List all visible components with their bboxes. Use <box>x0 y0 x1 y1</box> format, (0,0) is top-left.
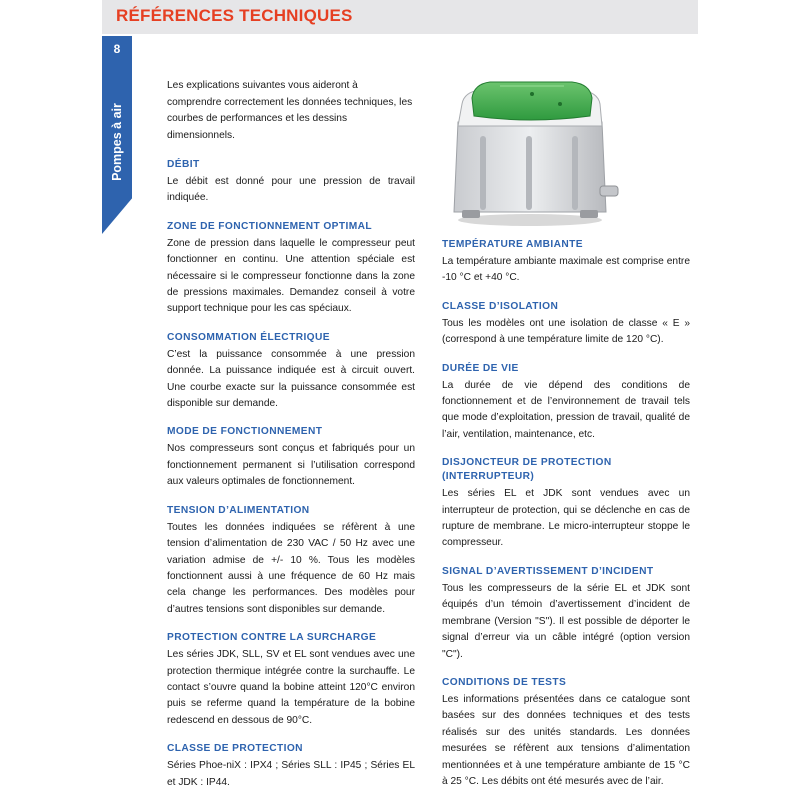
right-column <box>442 238 690 800</box>
section-isolation <box>442 300 690 349</box>
section-title: MODE DE FONCTIONNEMENT <box>167 426 323 438</box>
section-disjoncteur <box>442 456 690 552</box>
section-duree-vie <box>442 362 690 444</box>
section-temperature <box>442 238 690 287</box>
section-title: DÉBIT <box>167 159 200 170</box>
section-title: CLASSE DE PROTECTION <box>167 743 303 755</box>
section-body: Les informations présentées dans ce catalogue sont basées sur des données techniques et des tests réalisés sur des unités standards. Les données mesurées se réfèrent aux tensions d’alimentation mentionnées et à une température ambiante de 15 °C à 25 °C. Les débits ont été mesurés avec de l’air. <box>442 693 690 787</box>
section-title: CONSOMMATION ÉLECTRIQUE <box>167 331 330 343</box>
section-mode <box>167 425 415 490</box>
section-tension <box>167 504 415 618</box>
page-title: RÉFÉRENCES TECHNIQUES <box>116 6 353 25</box>
section-title: CONDITIONS DE TESTS <box>442 676 567 688</box>
left-column <box>167 78 415 800</box>
section-body: Nos compresseurs sont conçus et fabriqués pour un fonctionnement permanent si l’utilisation correspond aux valeurs optimales de fonctionnement. <box>167 443 415 488</box>
section-title: SIGNAL D’AVERTISSEMENT D’INCIDENT <box>442 565 654 577</box>
section-body: La température ambiante maximale est comprise entre -10 °C et +40 °C. <box>442 256 690 284</box>
section-conditions-tests <box>442 676 690 790</box>
section-body: Toutes les données indiquées se réfèrent à une tension d’alimentation de 230 VAC / 50 Hz avec une variation admise de +/- 10 %. Tous les modèles fonctionnent aussi à une fréquence de 60 Hz mais cela change les performances. Des modèles pour d’autres tensions sont disponibles sur demande. <box>167 521 415 615</box>
section-title: TENSION D’ALIMENTATION <box>167 504 310 516</box>
section-title: PROTECTION CONTRE LA SURCHARGE <box>167 632 377 644</box>
section-body: Tous les modèles ont une isolation de classe « E » (correspond à une température limite de 120 °C). <box>442 317 690 346</box>
side-tab-label: Pompes à air <box>110 103 124 181</box>
section-surcharge <box>167 631 415 729</box>
section-body: La durée de vie dépend des conditions de fonctionnement et de l’environnement de travail tels que mode d’exploitation, pression de travail, qualité de l’air, ventilation, maintenance, etc. <box>442 379 690 440</box>
section-classe-protection <box>167 742 415 791</box>
section-body: Zone de pression dans laquelle le compresseur peut fonctionner en continu. Une attention spéciale est nécessaire si le compresseur fonctionne dans la zone de pressions maximales. Demandez conseil à votre support technique pour les cas spéciaux. <box>167 237 415 315</box>
section-title: DURÉE DE VIE <box>442 362 519 374</box>
section-consommation <box>167 331 415 413</box>
section-debit <box>167 158 415 207</box>
air-pump-image <box>440 74 620 228</box>
section-title: CLASSE D’ISOLATION <box>442 300 559 312</box>
section-body: Séries Phoe-niX : IPX4 ; Séries SLL : IP45 ; Séries EL et JDK : IP44. <box>167 760 415 788</box>
section-zone-fonctionnement <box>167 220 415 318</box>
section-body: Les séries EL et JDK sont vendues avec un interrupteur de protection, qui se déclenche en cas de rupture de membrane. Le micro-interrupteur stoppe le compresseur. <box>442 488 690 549</box>
page-number: 8 <box>113 42 121 56</box>
section-body: Le débit est donné pour une pression de travail indiquée. <box>167 176 415 204</box>
section-body: Tous les compresseurs de la série EL et JDK sont équipés d’un témoin d’avertissement d’incident de membrane (Version "S"). Il est possible de déporter le signal d’erreur via un câble intégré (option version "C"). <box>442 582 690 660</box>
section-body: Les séries JDK, SLL, SV et EL sont vendues avec une protection thermique intégrée contre la surchauffe. Le contact s’ouvre quand la bobine atteint 120°C environ puis se referme quand la température de la bobine redescend en dessous de 90°C. <box>167 649 415 726</box>
section-title: DISJONCTEUR DE PROTECTION (INTERRUPTEUR) <box>442 457 612 483</box>
section-title: TEMPÉRATURE AMBIANTE <box>442 239 583 250</box>
intro-text: Les explications suivantes vous aideront à comprendre correctement les données techniques, les courbes de performances et les dessins dimensionnels. <box>167 80 413 141</box>
section-signal <box>442 565 690 663</box>
section-body: C’est la puissance consommée à une pression donnée. La puissance indiquée est à circuit ouvert. Une courbe exacte sur la puissance consommée est disponible sur demande. <box>167 348 415 410</box>
section-title: ZONE DE FONCTIONNEMENT OPTIMAL <box>167 220 372 232</box>
